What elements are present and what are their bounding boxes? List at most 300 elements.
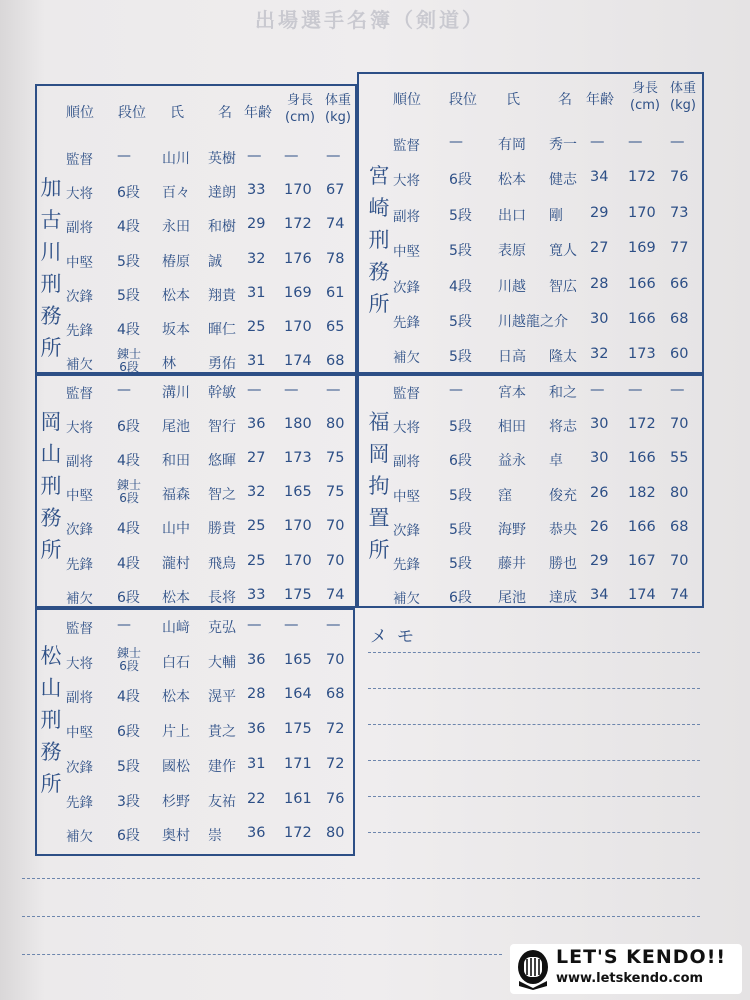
team-name-char: 務 — [40, 304, 62, 328]
team-name-char: 務 — [40, 740, 62, 764]
cell-rank: 錬士 6段 — [117, 347, 142, 375]
cell-height: — — [284, 617, 299, 633]
team-name-char: 務 — [368, 260, 390, 284]
cell-weight: — — [326, 382, 341, 398]
cell-height: 161 — [284, 790, 312, 807]
cell-rank: 5段 — [449, 556, 472, 572]
cell-age: 36 — [247, 416, 266, 433]
cell-surname: 有岡 — [498, 137, 526, 153]
cell-age: 36 — [247, 721, 266, 738]
cell-height: — — [284, 148, 299, 164]
header-height — [279, 92, 321, 126]
cell-surname: 山﨑 — [162, 620, 190, 636]
team-name — [38, 640, 64, 800]
cell-rank: 4段 — [117, 322, 140, 338]
cell-height: 172 — [284, 825, 312, 842]
cell-surname: 松本 — [162, 689, 190, 706]
cell-height: 175 — [284, 586, 312, 603]
cell-age: 26 — [590, 518, 609, 535]
team-name — [366, 406, 392, 566]
team-name — [38, 406, 64, 566]
cell-surname: 藤井 — [498, 556, 526, 572]
team-name-char: 加 — [40, 176, 62, 200]
cell-pos: 補欠 — [66, 590, 93, 607]
team-name — [38, 172, 64, 364]
cell-given: 将志 — [549, 419, 577, 436]
cell-given: 暉仁 — [208, 322, 236, 338]
cell-pos: 先鋒 — [66, 794, 93, 811]
cell-given: 崇 — [208, 828, 222, 845]
cell-rank: 錬士 6段 — [117, 478, 142, 506]
team-name-char: 古 — [40, 208, 62, 232]
cell-weight: 60 — [670, 346, 689, 363]
cell-given: 勇佑 — [208, 356, 236, 373]
cell-age: 29 — [247, 216, 266, 233]
header-weight — [320, 92, 356, 126]
cell-given: 和樹 — [208, 219, 236, 236]
cell-pos: 中堅 — [393, 244, 420, 261]
cell-given: 剛 — [549, 207, 563, 224]
cell-weight: 68 — [670, 518, 689, 535]
header-weight-label: 体重 — [669, 81, 696, 96]
cell-pos: 次鋒 — [66, 288, 93, 305]
cell-height: — — [284, 382, 299, 398]
cell-surname: 尾池 — [162, 419, 190, 436]
header-height-unit: (cm) — [630, 98, 660, 113]
cell-given: 卓 — [549, 453, 563, 470]
cell-age: 26 — [590, 484, 609, 501]
cell-height: 165 — [284, 651, 312, 668]
cell-surname: 和田 — [162, 453, 190, 470]
cell-rank: 6段 — [117, 419, 140, 436]
cell-rank: 6段 — [449, 453, 472, 470]
header-rank: 段位 — [118, 105, 146, 121]
cell-weight: 75 — [326, 484, 345, 501]
cell-pos: 次鋒 — [393, 279, 420, 296]
cell-age: 31 — [247, 353, 266, 370]
cell-weight: 74 — [326, 586, 345, 603]
cell-rank: 5段 — [449, 349, 472, 366]
header-rank: 段位 — [449, 92, 477, 108]
cell-pos: 補欠 — [66, 357, 93, 374]
cell-given: 滉平 — [208, 689, 236, 706]
cell-rank: 4段 — [117, 219, 140, 236]
cell-weight: 72 — [326, 721, 345, 738]
cell-rank: — — [117, 617, 131, 633]
team-name-char: 宮 — [368, 164, 390, 188]
cell-surname: 表原 — [498, 243, 526, 260]
header-name-a: 氏 — [506, 92, 520, 108]
cell-age: 22 — [247, 790, 266, 807]
cell-pos: 監督 — [66, 386, 93, 402]
cell-pos: 監督 — [393, 138, 420, 154]
cell-rank: 6段 — [449, 590, 472, 607]
cell-rank: 5段 — [117, 253, 140, 270]
cell-age: 32 — [247, 250, 266, 267]
cell-weight: 66 — [670, 275, 689, 292]
team-name-char: 所 — [368, 538, 390, 562]
cell-pos: 中堅 — [393, 488, 420, 505]
header-age: 年齢 — [586, 92, 614, 108]
cell-surname: 杉野 — [162, 793, 190, 810]
cell-pos: 大将 — [66, 186, 93, 203]
cell-surname: 福森 — [162, 487, 190, 504]
header-order: 順位 — [393, 92, 421, 108]
cell-rank: 錬士 6段 — [117, 645, 142, 673]
cell-pos: 監督 — [66, 152, 93, 168]
cell-pos: 中堅 — [66, 725, 93, 742]
cell-height: 170 — [284, 319, 312, 335]
cell-pos: 先鋒 — [66, 556, 93, 573]
cell-pos: 次鋒 — [393, 522, 420, 539]
cell-pos: 監督 — [66, 621, 93, 637]
cell-weight: 76 — [670, 169, 689, 186]
cell-pos: 大将 — [393, 420, 420, 437]
cell-weight: 70 — [326, 518, 345, 535]
cell-height: 166 — [628, 450, 656, 467]
cell-weight: 78 — [326, 250, 345, 267]
memo-line — [368, 724, 700, 725]
team-name-char: 福 — [368, 410, 390, 434]
memo-line — [22, 878, 700, 879]
memo-line — [368, 688, 700, 689]
cell-age: 33 — [247, 182, 266, 199]
cell-surname: 松本 — [498, 172, 526, 189]
cell-pos: 補欠 — [66, 829, 93, 846]
cell-surname: 尾池 — [498, 590, 526, 607]
cell-age: 25 — [247, 552, 266, 569]
cell-weight: 67 — [326, 182, 345, 199]
cell-weight: 70 — [670, 416, 689, 433]
cell-pos: 補欠 — [393, 591, 420, 608]
cell-given: 秀一 — [549, 137, 577, 153]
header-weight-label: 体重 — [324, 93, 351, 108]
cell-height: 170 — [284, 518, 312, 535]
cell-surname: 白石 — [162, 654, 190, 671]
cell-rank: 5段 — [117, 287, 140, 304]
cell-age: 32 — [247, 484, 266, 501]
cell-given: 翔貴 — [208, 287, 236, 304]
cell-height: 166 — [628, 311, 656, 327]
cell-rank: 5段 — [449, 207, 472, 224]
cell-age: — — [247, 382, 262, 398]
cell-pos: 次鋒 — [66, 522, 93, 539]
cell-given: 隆太 — [549, 349, 577, 366]
cell-pos: 中堅 — [66, 254, 93, 271]
cell-surname: 椿原 — [162, 253, 190, 270]
header-name-a: 氏 — [170, 105, 184, 121]
cell-weight: — — [326, 617, 341, 633]
cell-pos: 中堅 — [66, 488, 93, 505]
cell-surname: 山中 — [162, 521, 190, 538]
cell-rank: 5段 — [449, 243, 472, 260]
cell-height: 182 — [628, 484, 656, 501]
cell-given: 大輔 — [208, 654, 236, 671]
cell-rank: 3段 — [117, 793, 140, 810]
team-name-char: 崎 — [368, 196, 390, 220]
cell-age: 36 — [247, 651, 266, 668]
cell-given: 智之 — [208, 487, 236, 504]
cell-rank: 6段 — [117, 185, 140, 202]
watermark-logo — [510, 944, 742, 994]
cell-rank: 4段 — [117, 555, 140, 572]
cell-pos: 先鋒 — [66, 323, 93, 339]
header-height-label: 身長 — [286, 93, 313, 108]
header-weight-unit: (kg) — [325, 110, 351, 125]
cell-pos: 副将 — [393, 208, 420, 225]
cell-rank: 6段 — [117, 724, 140, 741]
header-name-b: 名 — [218, 105, 232, 121]
team-name-char: 岡 — [40, 410, 62, 434]
page-title: 出場選手名簿（剣道） — [255, 8, 485, 32]
cell-weight: 70 — [326, 651, 345, 668]
cell-rank: — — [117, 382, 131, 398]
cell-pos: 副将 — [393, 454, 420, 471]
cell-rank: 4段 — [117, 689, 140, 706]
cell-weight: 68 — [326, 686, 345, 703]
cell-rank: 6段 — [117, 589, 140, 606]
cell-height: 180 — [284, 416, 312, 433]
cell-surname: 相田 — [498, 419, 526, 436]
team-name-char: 所 — [368, 292, 390, 316]
cell-pos: 大将 — [66, 655, 93, 672]
cell-surname: 海野 — [498, 521, 526, 538]
cell-height: 169 — [628, 240, 656, 257]
cell-given: 智行 — [208, 419, 236, 436]
cell-height: — — [628, 134, 643, 150]
memo-line — [22, 954, 502, 955]
cell-given: 俊充 — [549, 487, 577, 504]
cell-weight: 70 — [670, 553, 689, 569]
cell-rank: 5段 — [449, 487, 472, 504]
cell-height: 167 — [628, 553, 656, 569]
cell-given: 友祐 — [208, 793, 236, 810]
memo-line — [368, 832, 700, 833]
cell-height: 174 — [628, 587, 656, 604]
header-height-label: 身長 — [631, 81, 658, 96]
cell-height: 173 — [628, 346, 656, 363]
cell-surname: 益永 — [498, 453, 526, 470]
header-weight — [664, 80, 702, 114]
cell-surname: 宮本 — [498, 385, 526, 401]
cell-pos: 副将 — [66, 220, 93, 237]
memo-line — [22, 916, 700, 917]
cell-age: 28 — [247, 686, 266, 703]
team-name-char: 川 — [40, 240, 62, 264]
cell-height: 170 — [284, 552, 312, 569]
cell-weight: — — [670, 134, 685, 150]
cell-weight: 77 — [670, 240, 689, 257]
cell-age: 25 — [247, 319, 266, 335]
cell-height: 174 — [284, 353, 312, 370]
cell-rank: 4段 — [117, 453, 140, 470]
cell-given: 幹敏 — [208, 385, 236, 401]
cell-height: 170 — [284, 182, 312, 199]
cell-given: 英樹 — [208, 151, 236, 167]
cell-pos: 先鋒 — [393, 557, 420, 573]
cell-age: 30 — [590, 416, 609, 433]
cell-age: 28 — [590, 275, 609, 292]
cell-given: 智広 — [549, 278, 577, 295]
cell-given: 悠暉 — [208, 453, 236, 470]
cell-age: 31 — [247, 284, 266, 301]
cell-surname: 奥村 — [162, 828, 190, 845]
cell-rank: 4段 — [117, 521, 140, 538]
cell-age: — — [247, 148, 262, 164]
cell-age: 29 — [590, 553, 609, 569]
cell-surname: 松本 — [162, 589, 190, 606]
cell-surname: 出口 — [498, 207, 526, 224]
team-name-char: 刑 — [40, 272, 62, 296]
cell-weight: 73 — [670, 204, 689, 221]
memo-line — [368, 652, 700, 653]
cell-age: 32 — [590, 346, 609, 363]
cell-height: 176 — [284, 250, 312, 267]
memo-line — [368, 796, 700, 797]
kendo-mask-icon — [516, 948, 550, 990]
cell-pos: 副将 — [66, 454, 93, 471]
team-name-char: 山 — [40, 676, 62, 700]
cell-weight: 70 — [326, 552, 345, 569]
cell-height: — — [628, 382, 643, 398]
cell-pos: 補欠 — [393, 350, 420, 367]
cell-pos: 大将 — [66, 420, 93, 437]
team-name-char: 置 — [368, 506, 390, 530]
cell-height: 172 — [628, 416, 656, 433]
cell-age: 27 — [590, 240, 609, 257]
cell-age: — — [590, 134, 605, 150]
team-name-char: 務 — [40, 506, 62, 530]
cell-rank: 4段 — [449, 278, 472, 295]
team-name-char: 岡 — [368, 442, 390, 466]
cell-weight: 74 — [670, 587, 689, 604]
cell-surname: 川越 — [498, 278, 526, 295]
logo-text: LET'S KENDO!! — [556, 946, 727, 968]
cell-given: 寛人 — [549, 243, 577, 260]
cell-weight: 61 — [326, 284, 345, 301]
cell-age: 33 — [247, 586, 266, 603]
cell-age: 25 — [247, 518, 266, 535]
cell-surname: 日高 — [498, 349, 526, 366]
cell-surname: 國松 — [162, 758, 190, 775]
cell-surname: 瀧村 — [162, 555, 190, 572]
team-name-char: 刑 — [40, 708, 62, 732]
cell-height: 173 — [284, 450, 312, 467]
team-name-char: 所 — [40, 336, 62, 360]
cell-age: 30 — [590, 311, 609, 327]
cell-age: 34 — [590, 587, 609, 604]
cell-age: 36 — [247, 825, 266, 842]
cell-rank: 5段 — [449, 314, 472, 330]
cell-weight: 80 — [670, 484, 689, 501]
cell-rank: — — [449, 134, 463, 150]
cell-surname: 片上 — [162, 724, 190, 741]
cell-age: 30 — [590, 450, 609, 467]
cell-surname: 永田 — [162, 219, 190, 236]
cell-surname: 坂本 — [162, 322, 190, 338]
cell-weight: — — [326, 148, 341, 164]
cell-pos: 次鋒 — [66, 759, 93, 776]
cell-pos: 大将 — [393, 173, 420, 190]
cell-surname: 川越龍之介 — [498, 314, 568, 330]
memo-label: メモ — [370, 627, 424, 647]
cell-surname: 窪 — [498, 487, 512, 504]
cell-height: 166 — [628, 275, 656, 292]
cell-surname: 松本 — [162, 287, 190, 304]
header-height — [624, 80, 666, 114]
team-name — [366, 160, 392, 320]
cell-weight: 75 — [326, 450, 345, 467]
header-name-b: 名 — [558, 92, 572, 108]
cell-height: 164 — [284, 686, 312, 703]
team-name-char: 刑 — [368, 228, 390, 252]
cell-rank: — — [449, 382, 463, 398]
cell-weight: 68 — [326, 353, 345, 370]
cell-rank: 5段 — [449, 419, 472, 436]
cell-weight: 80 — [326, 416, 345, 433]
team-name-char: 所 — [40, 538, 62, 562]
cell-surname: 百々 — [162, 185, 190, 202]
cell-weight: 68 — [670, 311, 689, 327]
header-weight-unit: (kg) — [670, 98, 696, 113]
cell-weight: 80 — [326, 825, 345, 842]
cell-weight: 65 — [326, 319, 345, 335]
cell-height: 170 — [628, 204, 656, 221]
cell-surname: 溝川 — [162, 385, 190, 401]
cell-surname: 林 — [162, 356, 176, 373]
cell-rank: 5段 — [449, 521, 472, 538]
logo-url: www.letskendo.com — [556, 971, 704, 986]
cell-given: 克弘 — [208, 620, 236, 636]
cell-weight: 76 — [326, 790, 345, 807]
header-height-unit: (cm) — [285, 110, 315, 125]
team-name-char: 所 — [40, 772, 62, 796]
header-order: 順位 — [66, 105, 94, 121]
memo-line — [368, 760, 700, 761]
cell-age: — — [590, 382, 605, 398]
header-age: 年齢 — [244, 105, 272, 121]
cell-given: 健志 — [549, 172, 577, 189]
cell-height: 171 — [284, 755, 312, 772]
cell-age: 34 — [590, 169, 609, 186]
cell-age: — — [247, 617, 262, 633]
cell-height: 175 — [284, 721, 312, 738]
cell-age: 29 — [590, 204, 609, 221]
cell-given: 達朗 — [208, 185, 236, 202]
team-name-char: 拘 — [368, 474, 390, 498]
cell-weight: 74 — [326, 216, 345, 233]
cell-given: 建作 — [208, 758, 236, 775]
cell-height: 165 — [284, 484, 312, 501]
cell-height: 172 — [628, 169, 656, 186]
cell-given: 貴之 — [208, 724, 236, 741]
cell-weight: 72 — [326, 755, 345, 772]
cell-given: 飛鳥 — [208, 555, 236, 572]
cell-height: 169 — [284, 284, 312, 301]
cell-age: 31 — [247, 755, 266, 772]
cell-given: 恭央 — [549, 521, 577, 538]
team-name-char: 松 — [40, 644, 62, 668]
cell-given: 達成 — [549, 590, 577, 607]
cell-age: 27 — [247, 450, 266, 467]
cell-given: 勝貴 — [208, 521, 236, 538]
cell-pos: 副将 — [66, 690, 93, 707]
cell-rank: 6段 — [449, 172, 472, 189]
cell-height: 172 — [284, 216, 312, 233]
cell-weight: — — [670, 382, 685, 398]
team-name-char: 刑 — [40, 474, 62, 498]
cell-given: 長将 — [208, 589, 236, 606]
